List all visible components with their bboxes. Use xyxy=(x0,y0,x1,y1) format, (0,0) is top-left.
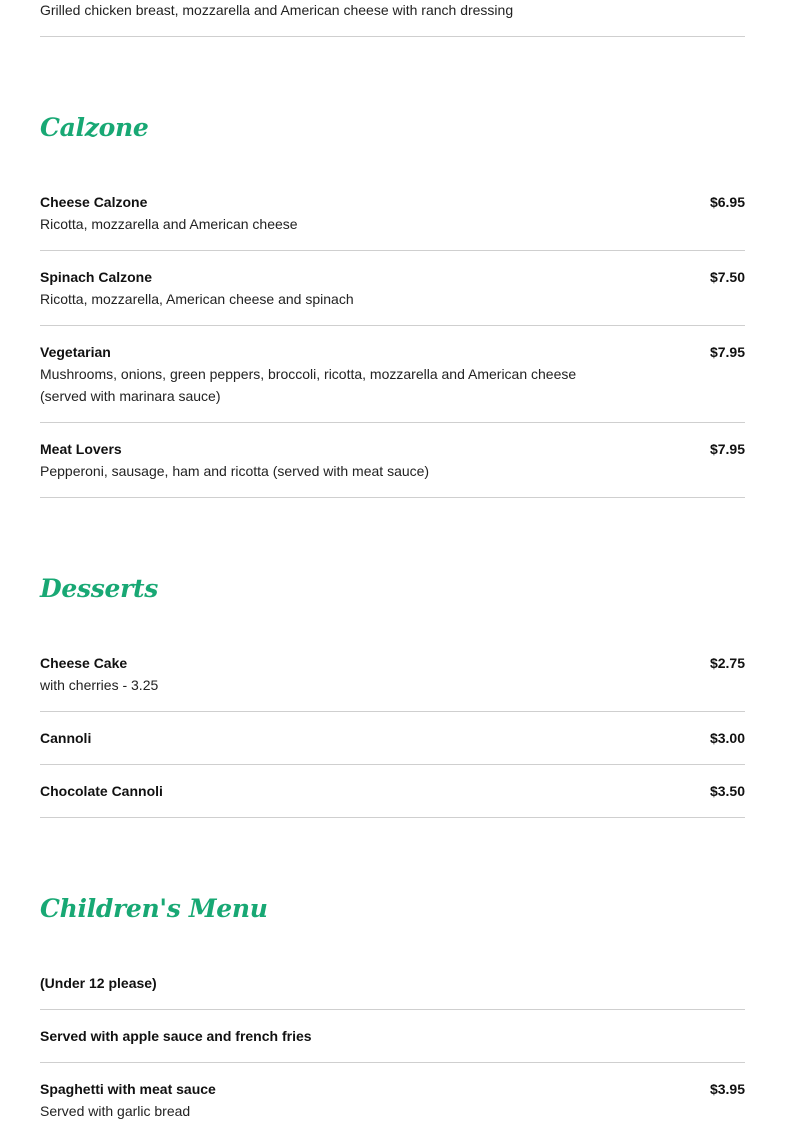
menu-item xyxy=(40,780,745,817)
item-name: Spinach Calzone xyxy=(40,269,153,285)
item-name: Vegetarian xyxy=(40,344,111,360)
menu-page xyxy=(40,0,745,1137)
item-description: Pepperoni, sausage, ham and ricotta (served with meat sauce) xyxy=(40,463,430,479)
item-name: Chocolate Cannoli xyxy=(40,783,163,799)
divider xyxy=(40,764,745,765)
previous-item-description: Grilled chicken breast, mozzarella and American cheese with ranch dressing xyxy=(40,2,514,18)
section-title-desserts: Desserts xyxy=(40,574,159,603)
item-price: $7.50 xyxy=(709,269,745,285)
menu-item xyxy=(40,652,745,711)
divider xyxy=(40,325,745,326)
item-description: Mushrooms, onions, green peppers, broccoli, ricotta, mozzarella and American cheese (served with marinara sauce) xyxy=(40,366,577,404)
menu-item xyxy=(40,266,745,325)
item-name: Spaghetti with meat sauce xyxy=(40,1081,216,1097)
item-description: Ricotta, mozzarella and American cheese xyxy=(40,216,298,232)
item-name: Served with apple sauce and french fries xyxy=(40,1028,312,1044)
item-price: $3.50 xyxy=(709,783,745,799)
item-price: $3.95 xyxy=(709,1081,745,1097)
item-description: Served with garlic bread xyxy=(40,1103,191,1119)
item-description: Ricotta, mozzarella, American cheese and spinach xyxy=(40,291,354,307)
menu-item xyxy=(40,438,745,497)
item-name: Cannoli xyxy=(40,730,92,746)
menu-item xyxy=(40,1025,745,1062)
divider xyxy=(40,250,745,251)
item-description: with cherries - 3.25 xyxy=(40,677,159,693)
menu-item xyxy=(40,972,745,1009)
item-name: Cheese Cake xyxy=(40,655,128,671)
divider xyxy=(40,711,745,712)
item-name: Cheese Calzone xyxy=(40,194,148,210)
menu-item xyxy=(40,1078,745,1137)
item-price: $6.95 xyxy=(709,194,745,210)
divider xyxy=(40,1062,745,1063)
divider xyxy=(40,817,745,818)
item-price: $3.00 xyxy=(709,730,745,746)
section-title-childrens-menu: Children's Menu xyxy=(40,894,268,923)
item-name: (Under 12 please) xyxy=(40,975,157,991)
section-title-calzone: Calzone xyxy=(40,113,149,142)
item-price: $7.95 xyxy=(709,441,745,457)
menu-item xyxy=(40,191,745,250)
divider xyxy=(40,422,745,423)
divider xyxy=(40,497,745,498)
menu-item xyxy=(40,341,745,422)
divider xyxy=(40,1009,745,1010)
item-price: $7.95 xyxy=(709,344,745,360)
menu-item xyxy=(40,727,745,764)
item-price: $2.75 xyxy=(709,655,745,671)
item-name: Meat Lovers xyxy=(40,441,122,457)
divider xyxy=(40,36,745,37)
